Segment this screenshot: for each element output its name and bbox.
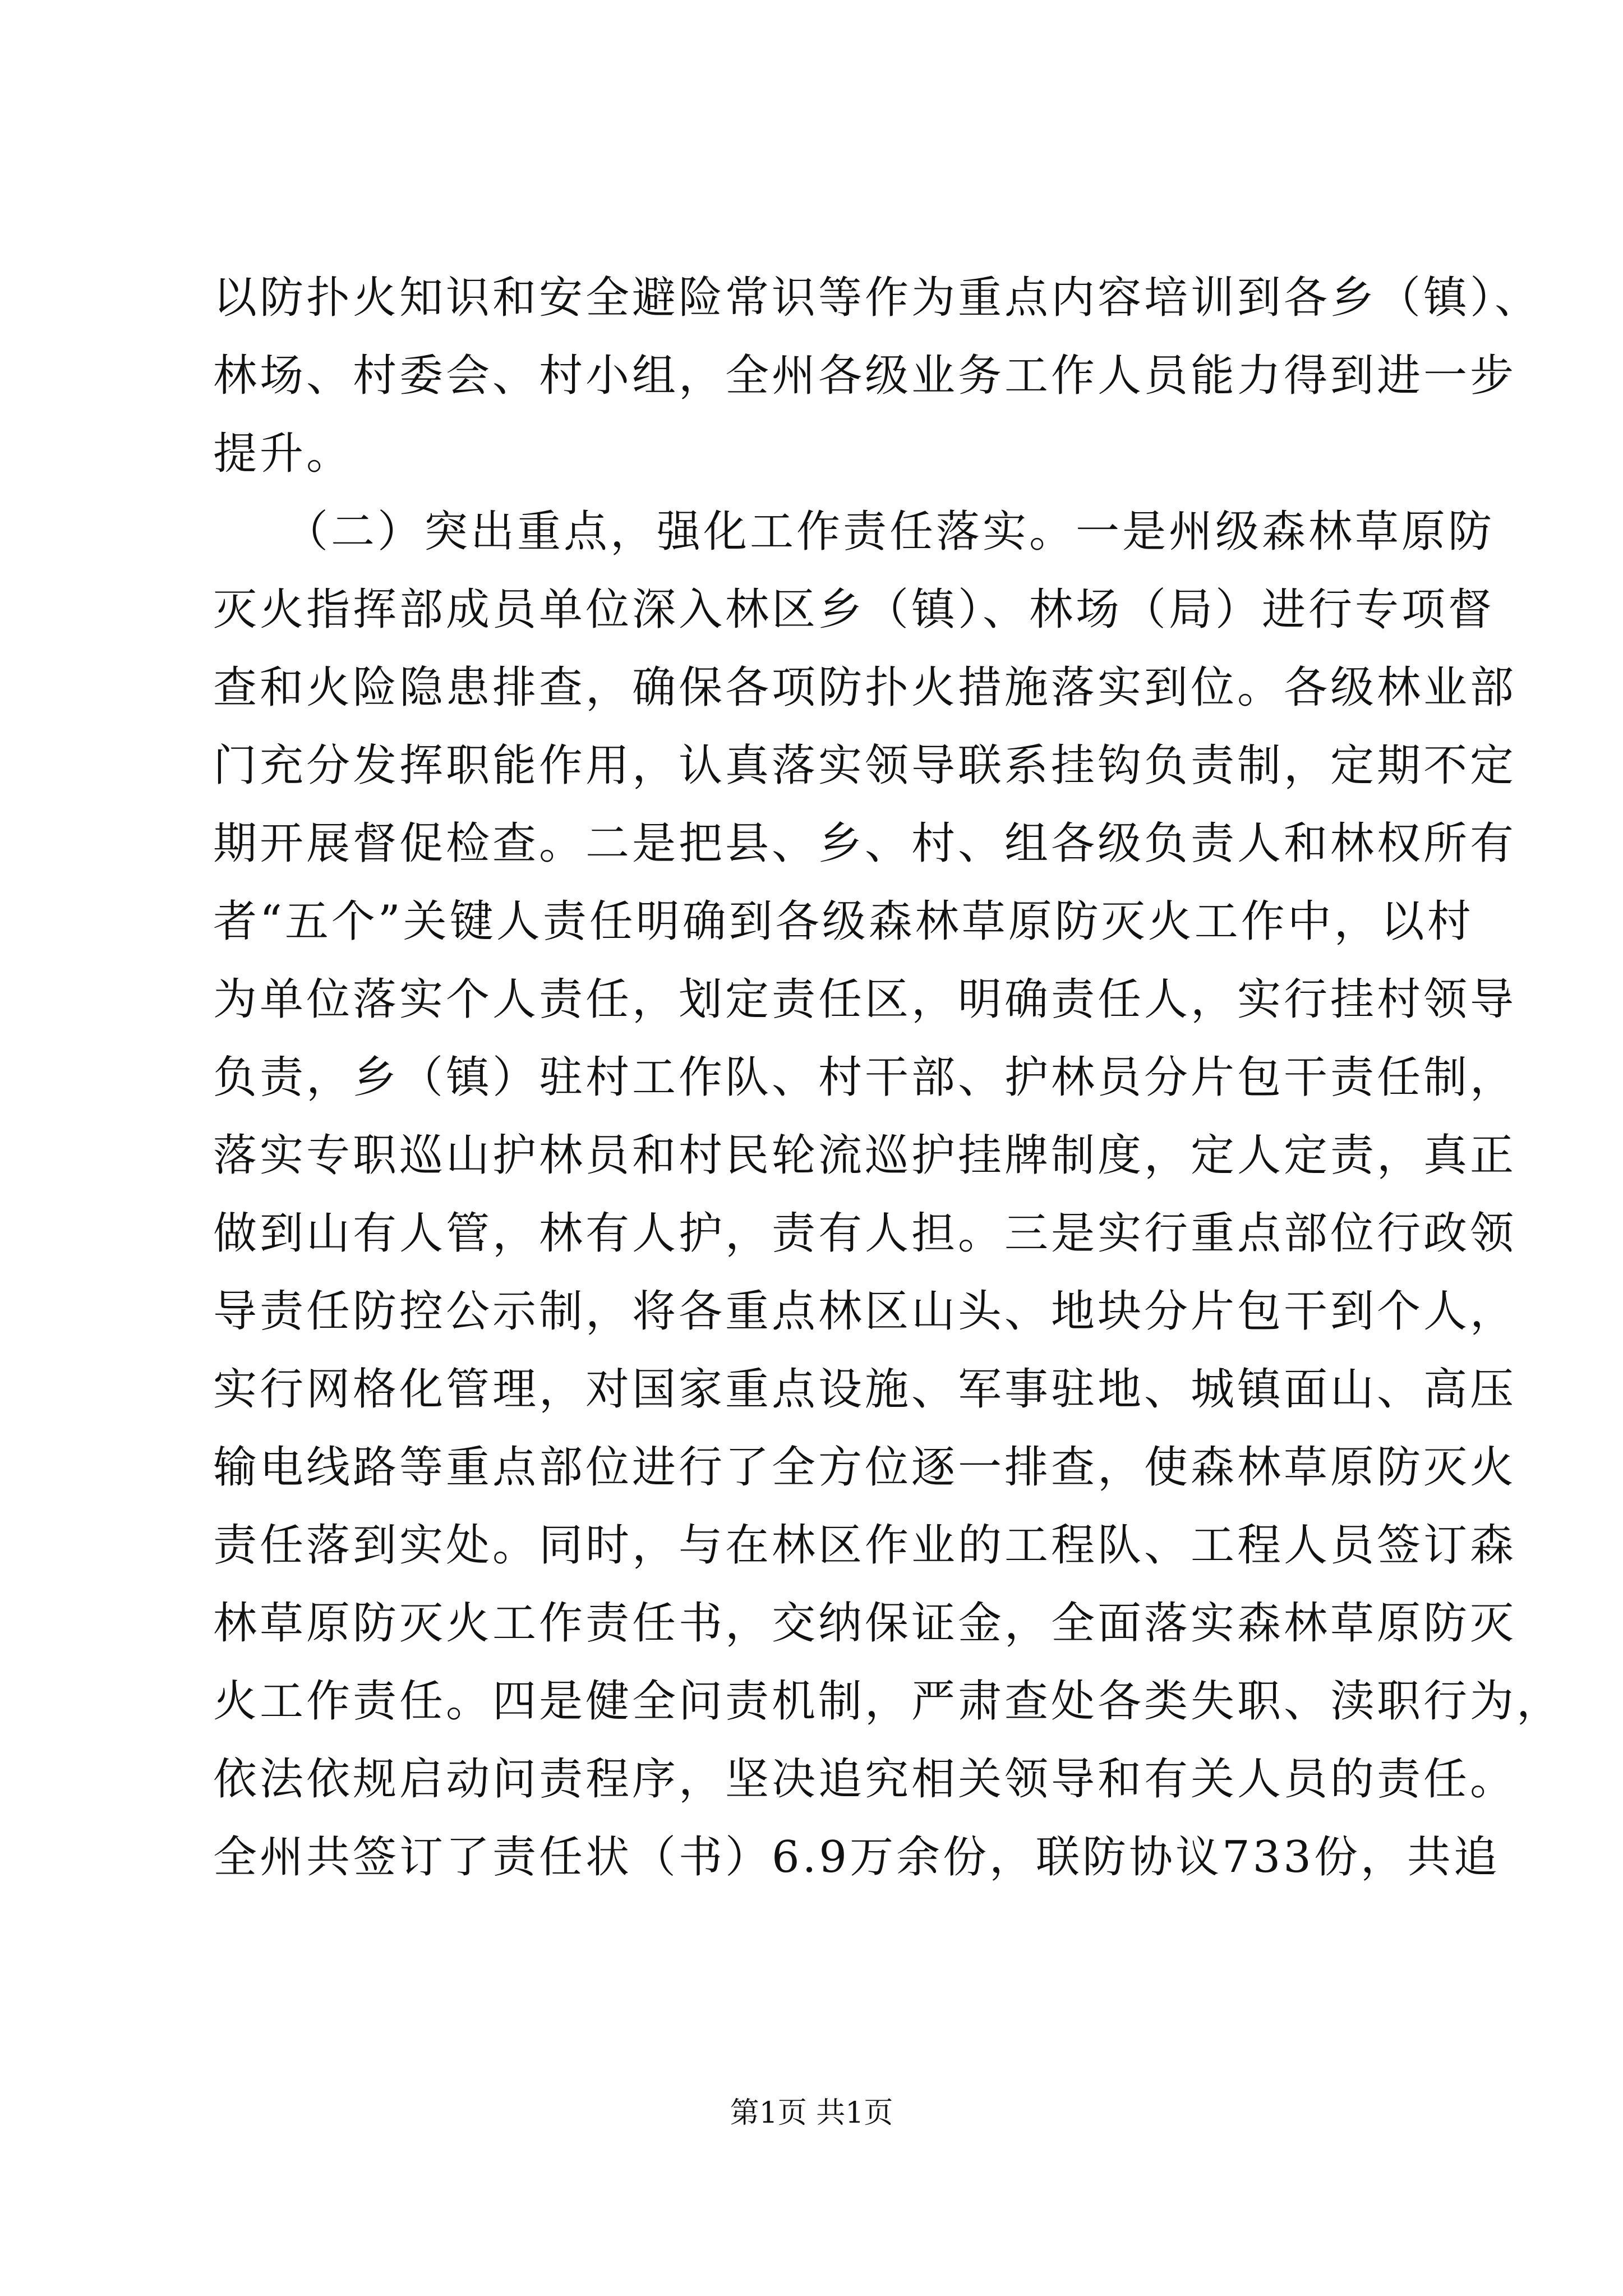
text-line: 以防扑火知识和安全避险常识等作为重点内容培训到各乡（镇）、	[213, 273, 1542, 323]
text-line: 为单位落实个人责任，划定责任区，明确责任人，实行挂村领导	[213, 974, 1517, 1025]
text-line: 灭火指挥部成员单位深入林区乡（镇）、林场（局）进行专项督	[213, 585, 1495, 635]
text-line: 实行网格化管理，对国家重点设施、军事驻地、城镇面山、高压	[213, 1364, 1517, 1415]
text-line: 期开展督促检查。二是把县、乡、村、组各级负责人和林权所有	[213, 818, 1517, 869]
text-line: 火工作责任。四是健全问责机制，严肃查处各类失职、渎职行为，	[213, 1676, 1564, 1727]
text-line: 负责，乡（镇）驻村工作队、村干部、护林员分片包干责任制，	[213, 1052, 1517, 1103]
text-line: 门充分发挥职能作用，认真落实领导联系挂钩负责制，定期不定	[213, 740, 1517, 791]
text-line: 林场、村委会、村小组，全州各级业务工作人员能力得到进一步	[213, 351, 1517, 401]
text-line: 者“五个”关键人责任明确到各级森林草原防灭火工作中，以村	[213, 896, 1474, 947]
text-line: 依法依规启动问责程序，坚决追究相关领导和有关人员的责任。	[213, 1754, 1517, 1805]
text-line: 责任落到实处。同时，与在林区作业的工程队、工程人员签订森	[213, 1520, 1517, 1571]
text-line: 做到山有人管，林有人护，责有人担。三是实行重点部位行政领	[213, 1208, 1517, 1259]
text-line: 落实专职巡山护林员和村民轮流巡护挂牌制度，定人定责，真正	[213, 1130, 1517, 1181]
page-footer: 第1页 共1页	[730, 2096, 893, 2130]
text-line: 导责任防控公示制，将各重点林区山头、地块分片包干到个人，	[213, 1286, 1517, 1337]
text-line: 林草原防灭火工作责任书，交纳保证金，全面落实森林草原防灭	[213, 1598, 1517, 1649]
text-line: 查和火险隐患排查，确保各项防扑火措施落实到位。各级林业部	[213, 662, 1517, 713]
paragraph-heading-line: （二）突出重点，强化工作责任落实。一是州级森林草原防	[213, 507, 1495, 557]
text-line: 提升。	[213, 429, 353, 479]
body-text	[213, 259, 1564, 1897]
text-line: 输电线路等重点部位进行了全方位逐一排查，使森林草原防灭火	[213, 1442, 1517, 1493]
text-line: 全州共签订了责任状（书）6.9万余份，联防协议733份，共追	[213, 1832, 1500, 1883]
